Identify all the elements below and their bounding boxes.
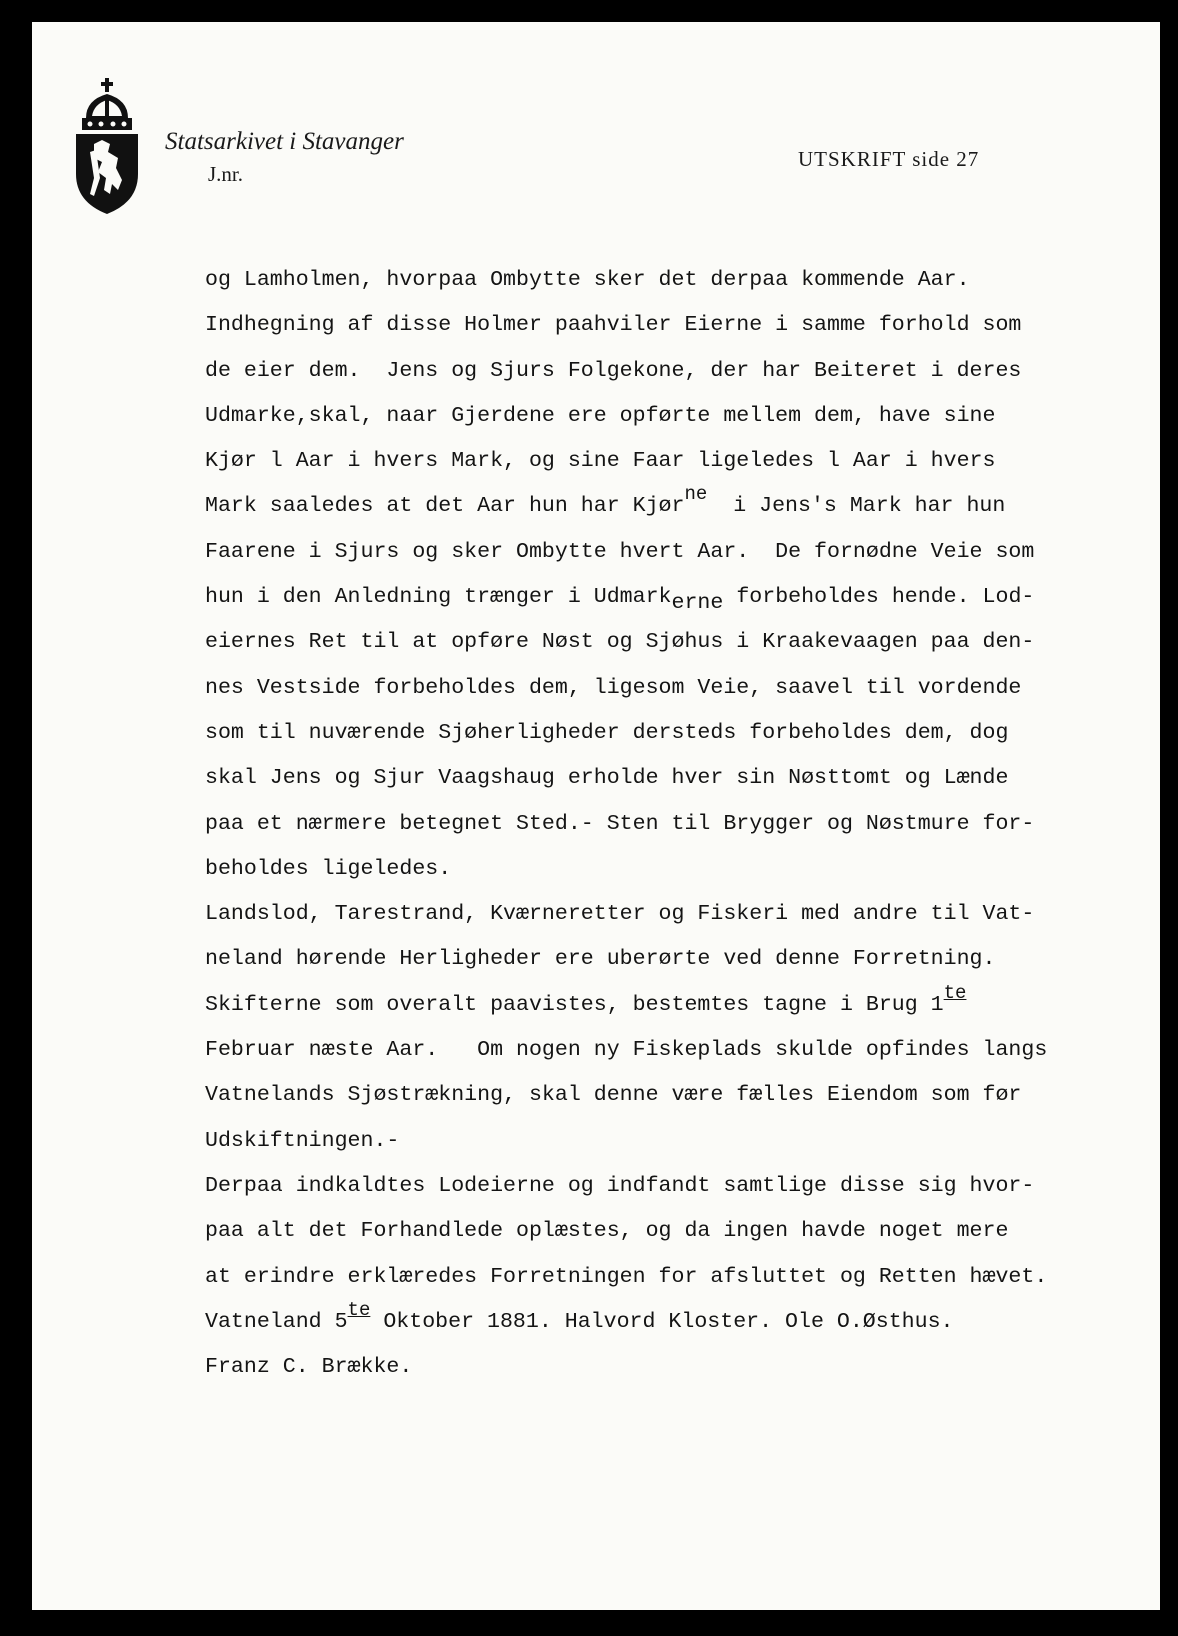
line-text: Oktober 1881. Halvord Kloster. Ole O.Østhus. xyxy=(370,1309,954,1334)
coat-of-arms-icon xyxy=(72,78,142,216)
line-text: hun i den Anledning trænger i Udmark xyxy=(205,585,672,610)
document-page xyxy=(32,22,1160,1610)
text-line: Landslod, Tarestrand, Kværneretter og Fiskeri med andre til Vat- xyxy=(205,902,1035,927)
text-line: skal Jens og Sjur Vaagshaug erholde hver sin Nøsttomt og Lænde xyxy=(205,766,1009,791)
text-line: Franz C. Brække. xyxy=(205,1355,413,1380)
text-line: Kjør l Aar i hvers Mark, og sine Faar ligeledes l Aar i hvers xyxy=(205,449,996,474)
text-line: Vatnelands Sjøstrækning, skal denne være fælles Eiendom som før xyxy=(205,1083,1022,1108)
text-line: eiernes Ret til at opføre Nøst og Sjøhus i Kraakevaagen paa den- xyxy=(205,630,1035,655)
text-line xyxy=(205,1300,1105,1345)
line-text: Skifterne som overalt paavistes, bestemtes tagne i Brug 1 xyxy=(205,992,944,1017)
superscript-text: te xyxy=(347,1298,371,1321)
text-line: Indhegning af disse Holmer paahviler Eierne i samme forhold som xyxy=(205,313,1022,338)
line-text: Mark saaledes at det Aar hun har Kjør xyxy=(205,494,685,519)
text-line: beholdes ligeledes. xyxy=(205,856,452,881)
subscript-text: erne xyxy=(671,591,724,616)
text-line: Udskiftningen.- xyxy=(205,1128,400,1153)
text-line: og Lamholmen, hvorpaa Ombytte sker det derpaa kommende Aar. xyxy=(205,268,970,292)
text-line: Derpaa indkaldtes Lodeierne og indfandt samtlige disse sig hvor- xyxy=(205,1173,1035,1198)
archive-name: Statsarkivet i Stavanger xyxy=(165,128,404,155)
line-text: Vatneland 5 xyxy=(205,1309,348,1334)
line-text: forbeholdes hende. Lod- xyxy=(723,585,1035,610)
text-line xyxy=(205,575,1105,620)
text-line: neland hørende Herligheder ere uberørte ved denne Forretning. xyxy=(205,947,996,972)
page-label: UTSKRIFT side 27 xyxy=(798,147,980,171)
text-line: Udmarke,skal, naar Gjerdene ere opførte mellem dem, have sine xyxy=(205,403,996,428)
superscript-text: ne xyxy=(684,483,708,506)
superscript-text: te xyxy=(943,981,967,1004)
transcript-body xyxy=(205,258,1105,1390)
text-line: som til nuværende Sjøherligheder dersteds forbeholdes dem, dog xyxy=(205,720,1009,745)
line-text: i Jens's Mark har hun xyxy=(707,494,1006,519)
text-line: paa alt det Forhandlede oplæstes, og da ingen havde noget mere xyxy=(205,1219,1009,1244)
text-line xyxy=(205,983,1105,1028)
text-line xyxy=(205,484,1105,529)
text-line: Februar næste Aar. Om nogen ny Fiskeplads skulde opfindes langs xyxy=(205,1038,1048,1063)
text-line: Faarene i Sjurs og sker Ombytte hvert Aar. De fornødne Veie som xyxy=(205,539,1035,564)
text-line: nes Vestside forbeholdes dem, ligesom Veie, saavel til vordende xyxy=(205,675,1022,700)
text-line: at erindre erklæredes Forretningen for afsluttet og Retten hævet. xyxy=(205,1264,1048,1289)
journal-number-label: J.nr. xyxy=(208,162,244,186)
text-line: paa et nærmere betegnet Sted.- Sten til Brygger og Nøstmure for- xyxy=(205,811,1035,836)
text-line: de eier dem. Jens og Sjurs Folgekone, der har Beiteret i deres xyxy=(205,358,1022,383)
